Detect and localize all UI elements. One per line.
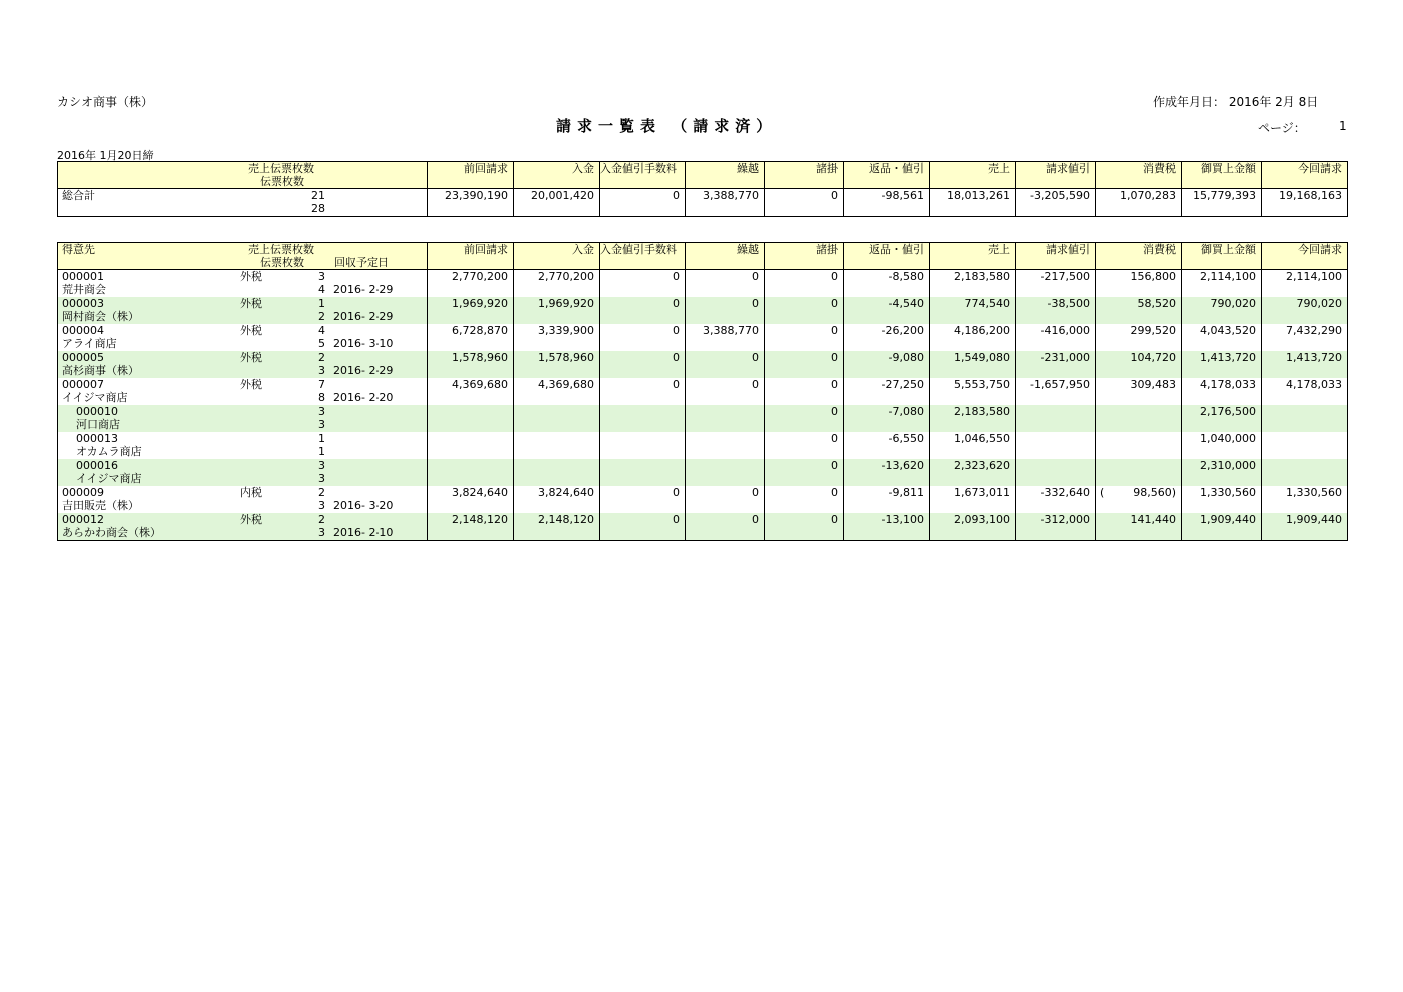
row-customer-cell bbox=[58, 297, 428, 324]
row-customer-cell bbox=[58, 486, 428, 513]
cell-value bbox=[1016, 405, 1096, 432]
slip-count: 1 bbox=[318, 445, 325, 458]
summary-total-row bbox=[58, 189, 1348, 217]
cell-value: 7,432,290 bbox=[1262, 324, 1348, 351]
cell-value: 1,969,920 bbox=[428, 297, 514, 324]
cell-value: -6,550 bbox=[844, 432, 930, 459]
summary-table bbox=[57, 161, 1348, 217]
sales-slip-count: 4 bbox=[318, 324, 325, 337]
customer-name: 荒井商会 bbox=[62, 283, 106, 296]
customer-code: 000013 bbox=[76, 432, 118, 445]
cell-value: 0 bbox=[600, 324, 686, 351]
collection-date: 2016- 3-20 bbox=[333, 499, 394, 512]
customer-name: イイジマ商店 bbox=[76, 472, 142, 485]
header-col: 請求値引 bbox=[1016, 243, 1096, 270]
header-col: 返品・値引 bbox=[844, 243, 930, 270]
cell-value: -332,640 bbox=[1016, 486, 1096, 513]
sales-slip-count: 7 bbox=[318, 378, 325, 391]
cell-value: 0 bbox=[600, 378, 686, 405]
customer-name: イイジマ商店 bbox=[62, 391, 128, 404]
tax-type: 内税 bbox=[240, 486, 262, 499]
row-customer-cell bbox=[58, 432, 428, 459]
cell-value bbox=[600, 432, 686, 459]
cell-value bbox=[1016, 459, 1096, 486]
cell-value: -13,100 bbox=[844, 513, 930, 541]
cell-value: 0 bbox=[765, 513, 844, 541]
cell-value: 2,183,580 bbox=[930, 270, 1016, 298]
cell-value: 4,369,680 bbox=[428, 378, 514, 405]
slip-count: 3 bbox=[318, 526, 325, 539]
row-customer-cell bbox=[58, 459, 428, 486]
header-col: 消費税 bbox=[1096, 162, 1182, 189]
cell-value: 1,578,960 bbox=[514, 351, 600, 378]
cell-value bbox=[600, 405, 686, 432]
page-label: ページ： bbox=[1258, 121, 1306, 135]
cell-value: 4,043,520 bbox=[1182, 324, 1262, 351]
table-row bbox=[58, 513, 1348, 541]
customer-code: 000016 bbox=[76, 459, 118, 472]
cell-value: 1,040,000 bbox=[1182, 432, 1262, 459]
header-sales-slip-count: 売上伝票枚数 bbox=[248, 243, 314, 256]
total-value: 23,390,190 bbox=[428, 189, 514, 217]
cell-value: 1,969,920 bbox=[514, 297, 600, 324]
slip-count: 3 bbox=[318, 364, 325, 377]
cell-value: 0 bbox=[765, 432, 844, 459]
cell-value: 4,178,033 bbox=[1262, 378, 1348, 405]
cell-value: -312,000 bbox=[1016, 513, 1096, 541]
sales-slip-count: 1 bbox=[318, 432, 325, 445]
header-col: 前回請求 bbox=[428, 162, 514, 189]
cell-value bbox=[686, 459, 765, 486]
cell-value: 3,339,900 bbox=[514, 324, 600, 351]
cell-value: 790,020 bbox=[1262, 297, 1348, 324]
cell-value: 4,369,680 bbox=[514, 378, 600, 405]
header-slip-count: 伝票枚数 bbox=[260, 256, 304, 269]
cell-value: 3,824,640 bbox=[514, 486, 600, 513]
cell-value: 309,483 bbox=[1096, 378, 1182, 405]
cell-value: 0 bbox=[600, 486, 686, 513]
collection-date: 2016- 3-10 bbox=[333, 337, 394, 350]
cell-value: -4,540 bbox=[844, 297, 930, 324]
cell-value: 1,909,440 bbox=[1182, 513, 1262, 541]
cell-value: 3,824,640 bbox=[428, 486, 514, 513]
cell-value bbox=[428, 405, 514, 432]
cell-value bbox=[514, 459, 600, 486]
company-name: カシオ商事（株） bbox=[57, 95, 154, 109]
header-col: 売上 bbox=[930, 243, 1016, 270]
cell-value: 0 bbox=[600, 351, 686, 378]
slip-count: 3 bbox=[318, 418, 325, 431]
total-slips: 28 bbox=[311, 202, 325, 215]
cell-value: 0 bbox=[765, 297, 844, 324]
cell-value bbox=[1096, 405, 1182, 432]
cell-value: 1,578,960 bbox=[428, 351, 514, 378]
collection-date: 2016- 2-29 bbox=[333, 310, 394, 323]
cell-value: -26,200 bbox=[844, 324, 930, 351]
tax-type: 外税 bbox=[240, 351, 262, 364]
total-value: -3,205,590 bbox=[1016, 189, 1096, 217]
tax-type: 外税 bbox=[240, 513, 262, 526]
collection-date: 2016- 2-29 bbox=[333, 283, 394, 296]
cell-value: 774,540 bbox=[930, 297, 1016, 324]
cell-value bbox=[686, 432, 765, 459]
table-row bbox=[58, 270, 1348, 298]
cell-value bbox=[600, 459, 686, 486]
cell-value bbox=[514, 405, 600, 432]
cell-value: 1,413,720 bbox=[1262, 351, 1348, 378]
sales-slip-count: 2 bbox=[318, 513, 325, 526]
customer-name: オカムラ商店 bbox=[76, 445, 142, 458]
total-value: 20,001,420 bbox=[514, 189, 600, 217]
cell-value: -8,580 bbox=[844, 270, 930, 298]
summary-total-left bbox=[58, 189, 428, 217]
cell-value: 4,178,033 bbox=[1182, 378, 1262, 405]
cell-value: 0 bbox=[686, 378, 765, 405]
cell-value: 0 bbox=[600, 297, 686, 324]
customer-code: 000001 bbox=[62, 270, 104, 283]
cell-value: 2,093,100 bbox=[930, 513, 1016, 541]
cell-value: 0 bbox=[765, 378, 844, 405]
report-title: 請求一覧表 （請求済） bbox=[556, 117, 778, 135]
cell-value: 5,553,750 bbox=[930, 378, 1016, 405]
row-customer-cell bbox=[58, 351, 428, 378]
cell-value: 2,323,620 bbox=[930, 459, 1016, 486]
header-col: 返品・値引 bbox=[844, 162, 930, 189]
cell-value: 2,183,580 bbox=[930, 405, 1016, 432]
cell-value bbox=[1262, 459, 1348, 486]
cell-value: 0 bbox=[765, 324, 844, 351]
header-col: 消費税 bbox=[1096, 243, 1182, 270]
customer-name: アライ商店 bbox=[62, 337, 117, 350]
detail-header-row bbox=[58, 243, 1348, 270]
tax-type: 外税 bbox=[240, 378, 262, 391]
cell-value: -217,500 bbox=[1016, 270, 1096, 298]
cell-value bbox=[1096, 486, 1182, 513]
header-col: 御買上金額 bbox=[1182, 162, 1262, 189]
cell-value: 58,520 bbox=[1096, 297, 1182, 324]
customer-code: 000009 bbox=[62, 486, 104, 499]
cell-value: 2,770,200 bbox=[428, 270, 514, 298]
cell-value: -7,080 bbox=[844, 405, 930, 432]
cell-value: 1,549,080 bbox=[930, 351, 1016, 378]
cell-value: -231,000 bbox=[1016, 351, 1096, 378]
cell-value: 299,520 bbox=[1096, 324, 1182, 351]
header-col: 入金値引手数料 bbox=[600, 162, 686, 189]
cell-value bbox=[1262, 432, 1348, 459]
slip-count: 8 bbox=[318, 391, 325, 404]
page-number: 1 bbox=[1339, 119, 1347, 133]
table-row bbox=[58, 459, 1348, 486]
cell-value: 104,720 bbox=[1096, 351, 1182, 378]
paren-mark: ( bbox=[1100, 486, 1105, 499]
detail-table bbox=[57, 242, 1348, 541]
header-col: 繰越 bbox=[686, 243, 765, 270]
header-sales-slip-count: 売上伝票枚数 bbox=[248, 162, 314, 175]
cell-value: 2,310,000 bbox=[1182, 459, 1262, 486]
header-col: 今回請求 bbox=[1262, 162, 1348, 189]
tax-type: 外税 bbox=[240, 270, 262, 283]
cell-value: 156,800 bbox=[1096, 270, 1182, 298]
customer-code: 000004 bbox=[62, 324, 104, 337]
sales-slip-count: 2 bbox=[318, 486, 325, 499]
cell-value: -1,657,950 bbox=[1016, 378, 1096, 405]
total-value: 18,013,261 bbox=[930, 189, 1016, 217]
cell-value bbox=[1096, 432, 1182, 459]
customer-name: 岡村商会（株） bbox=[62, 310, 139, 323]
cell-value: 1,413,720 bbox=[1182, 351, 1262, 378]
header-col: 御買上金額 bbox=[1182, 243, 1262, 270]
customer-name: 河口商店 bbox=[76, 418, 120, 431]
cell-value: 2,176,500 bbox=[1182, 405, 1262, 432]
cell-value bbox=[1096, 459, 1182, 486]
header-col: 繰越 bbox=[686, 162, 765, 189]
created-date: 作成年月日： 2016年 2月 8日 bbox=[1153, 95, 1319, 109]
table-row bbox=[58, 378, 1348, 405]
cell-value: 0 bbox=[765, 270, 844, 298]
slip-count: 3 bbox=[318, 499, 325, 512]
total-value: 0 bbox=[600, 189, 686, 217]
header-customer: 得意先 bbox=[62, 243, 95, 256]
total-value: 15,779,393 bbox=[1182, 189, 1262, 217]
cell-value: 141,440 bbox=[1096, 513, 1182, 541]
cell-value: -416,000 bbox=[1016, 324, 1096, 351]
header-collection-date: 回収予定日 bbox=[334, 256, 389, 269]
cell-value: 0 bbox=[765, 405, 844, 432]
cell-value: 2,770,200 bbox=[514, 270, 600, 298]
table-row bbox=[58, 405, 1348, 432]
total-value: 3,388,770 bbox=[686, 189, 765, 217]
slip-count: 3 bbox=[318, 472, 325, 485]
customer-code: 000010 bbox=[76, 405, 118, 418]
total-value: 19,168,163 bbox=[1262, 189, 1348, 217]
total-value: -98,561 bbox=[844, 189, 930, 217]
cell-value: 1,909,440 bbox=[1262, 513, 1348, 541]
customer-name: 吉田販売（株） bbox=[62, 499, 139, 512]
collection-date: 2016- 2-29 bbox=[333, 364, 394, 377]
table-row bbox=[58, 351, 1348, 378]
header-col: 入金値引手数料 bbox=[600, 243, 686, 270]
cell-value: 0 bbox=[686, 297, 765, 324]
cell-value: 0 bbox=[765, 351, 844, 378]
cell-value bbox=[428, 432, 514, 459]
cell-value bbox=[1262, 405, 1348, 432]
cell-value: 1,673,011 bbox=[930, 486, 1016, 513]
slip-count: 4 bbox=[318, 283, 325, 296]
cell-value: 2,148,120 bbox=[428, 513, 514, 541]
table-row bbox=[58, 324, 1348, 351]
sales-slip-count: 3 bbox=[318, 459, 325, 472]
cell-value: 2,114,100 bbox=[1262, 270, 1348, 298]
row-customer-cell bbox=[58, 405, 428, 432]
cell-value: 0 bbox=[686, 486, 765, 513]
sales-slip-count: 2 bbox=[318, 351, 325, 364]
cell-value: -9,811 bbox=[844, 486, 930, 513]
total-value: 1,070,283 bbox=[1096, 189, 1182, 217]
tax-value: 98,560) bbox=[1133, 486, 1176, 499]
slip-count: 5 bbox=[318, 337, 325, 350]
table-row bbox=[58, 432, 1348, 459]
header-col: 諸掛 bbox=[765, 243, 844, 270]
cell-value: 0 bbox=[600, 270, 686, 298]
customer-code: 000003 bbox=[62, 297, 104, 310]
cell-value: 790,020 bbox=[1182, 297, 1262, 324]
header-col: 請求値引 bbox=[1016, 162, 1096, 189]
cell-value: 1,330,560 bbox=[1182, 486, 1262, 513]
cutoff-date: 2016年 1月20日締 bbox=[57, 149, 154, 162]
cell-value: 0 bbox=[686, 270, 765, 298]
cell-value bbox=[514, 432, 600, 459]
tax-type: 外税 bbox=[240, 324, 262, 337]
tax-type: 外税 bbox=[240, 297, 262, 310]
header-slip-count: 伝票枚数 bbox=[260, 175, 304, 188]
cell-value: 3,388,770 bbox=[686, 324, 765, 351]
cell-value: 4,186,200 bbox=[930, 324, 1016, 351]
table-row bbox=[58, 486, 1348, 513]
cell-value: 0 bbox=[600, 513, 686, 541]
row-customer-cell bbox=[58, 324, 428, 351]
total-sales-slips: 21 bbox=[311, 189, 325, 202]
cell-value: -38,500 bbox=[1016, 297, 1096, 324]
cell-value: 1,330,560 bbox=[1262, 486, 1348, 513]
customer-name: 高杉商事（株） bbox=[62, 364, 139, 377]
table-row bbox=[58, 297, 1348, 324]
cell-value: 2,148,120 bbox=[514, 513, 600, 541]
cell-value: 6,728,870 bbox=[428, 324, 514, 351]
sales-slip-count: 3 bbox=[318, 405, 325, 418]
header-col: 入金 bbox=[514, 162, 600, 189]
cell-value bbox=[686, 405, 765, 432]
customer-name: あらかわ商会（株） bbox=[62, 526, 161, 539]
total-label: 総合計 bbox=[62, 189, 95, 202]
slip-count: 2 bbox=[318, 310, 325, 323]
cell-value: -27,250 bbox=[844, 378, 930, 405]
customer-code: 000007 bbox=[62, 378, 104, 391]
header-col: 今回請求 bbox=[1262, 243, 1348, 270]
total-value: 0 bbox=[765, 189, 844, 217]
cell-value: 0 bbox=[765, 486, 844, 513]
cell-value bbox=[428, 459, 514, 486]
summary-header-row bbox=[58, 162, 1348, 189]
sales-slip-count: 3 bbox=[318, 270, 325, 283]
header-col: 前回請求 bbox=[428, 243, 514, 270]
row-customer-cell bbox=[58, 378, 428, 405]
collection-date: 2016- 2-10 bbox=[333, 526, 394, 539]
cell-value: 0 bbox=[686, 351, 765, 378]
cell-value: 0 bbox=[686, 513, 765, 541]
customer-code: 000005 bbox=[62, 351, 104, 364]
header-col: 諸掛 bbox=[765, 162, 844, 189]
collection-date: 2016- 2-20 bbox=[333, 391, 394, 404]
cell-value: -9,080 bbox=[844, 351, 930, 378]
summary-header-left bbox=[58, 162, 428, 189]
cell-value: 1,046,550 bbox=[930, 432, 1016, 459]
cell-value: 0 bbox=[765, 459, 844, 486]
cell-value bbox=[1016, 432, 1096, 459]
detail-header-left bbox=[58, 243, 428, 270]
row-customer-cell bbox=[58, 270, 428, 298]
sales-slip-count: 1 bbox=[318, 297, 325, 310]
header-col: 売上 bbox=[930, 162, 1016, 189]
row-customer-cell bbox=[58, 513, 428, 541]
customer-code: 000012 bbox=[62, 513, 104, 526]
cell-value: 2,114,100 bbox=[1182, 270, 1262, 298]
header-col: 入金 bbox=[514, 243, 600, 270]
cell-value: -13,620 bbox=[844, 459, 930, 486]
